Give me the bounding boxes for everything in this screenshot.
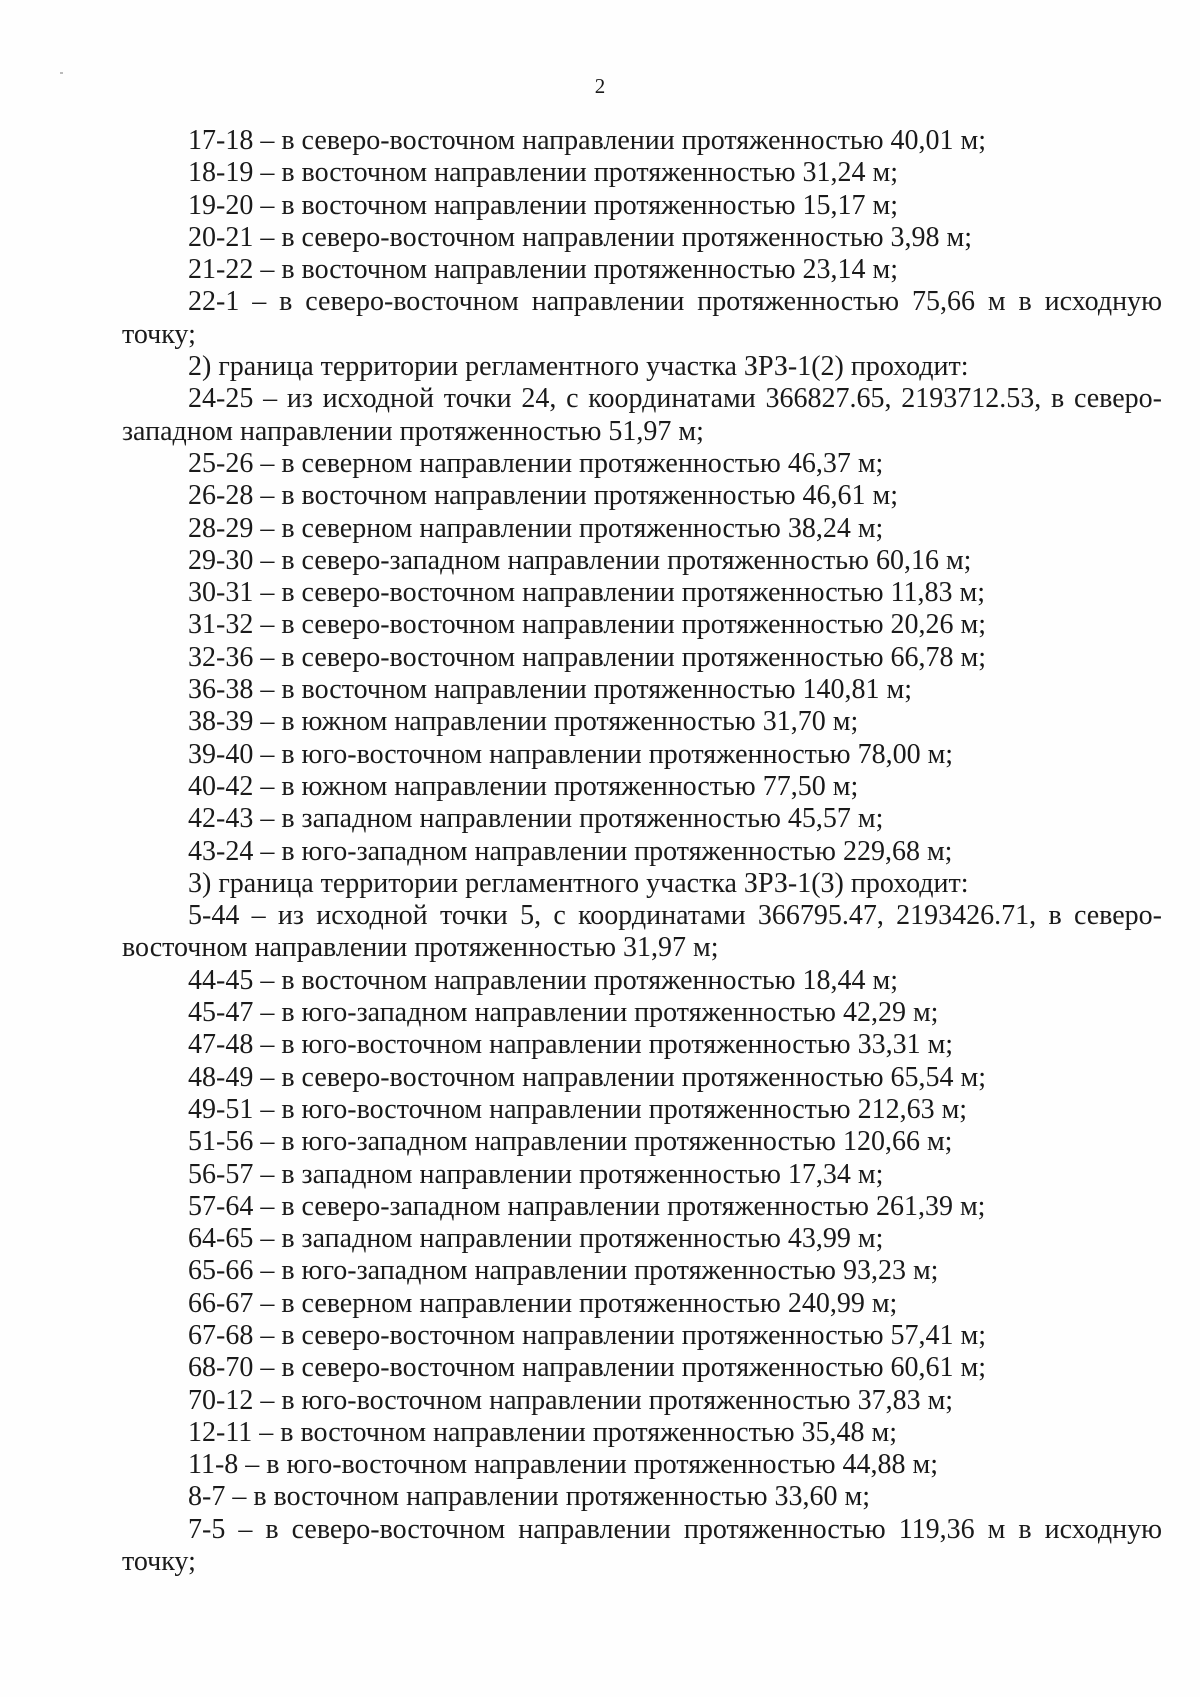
- segment-line: 8-7 – в восточном направлении протяженностью 33,60 м;: [188, 1481, 871, 1513]
- segment-line: 20-21 – в северо-восточном направлении протяженностью 3,98 м;: [188, 221, 973, 253]
- page-number: 2: [594, 74, 606, 98]
- segment-paragraph-24-25: 24-25 – из исходной точки 24, с координатами 366827.65, 2193712.53, в северо-западном направлении протяженностью 51,97 м;: [122, 383, 1162, 447]
- segment-line: 45-47 – в юго-западном направлении протяженностью 42,29 м;: [188, 997, 939, 1029]
- segment-line: 48-49 – в северо-восточном направлении протяженностью 65,54 м;: [188, 1061, 987, 1093]
- segment-line: 64-65 – в западном направлении протяженностью 43,99 м;: [188, 1223, 884, 1255]
- segment-line: 19-20 – в восточном направлении протяженностью 15,17 м;: [188, 189, 899, 221]
- segment-line: 44-45 – в восточном направлении протяженностью 18,44 м;: [188, 964, 899, 996]
- segment-line: 21-22 – в восточном направлении протяженностью 23,14 м;: [188, 254, 899, 286]
- segment-line: 29-30 – в северо-западном направлении протяженностью 60,16 м;: [188, 544, 972, 576]
- segment-line: 31-32 – в северо-восточном направлении протяженностью 20,26 м;: [188, 609, 987, 641]
- section-heading-2: 2) граница территории регламентного участка ЗРЗ-1(2) проходит:: [188, 351, 969, 383]
- segment-line: 49-51 – в юго-восточном направлении протяженностью 212,63 м;: [188, 1093, 968, 1125]
- segment-line: 57-64 – в северо-западном направлении протяженностью 261,39 м;: [188, 1190, 986, 1222]
- segment-line: 17-18 – в северо-восточном направлении протяженностью 40,01 м;: [188, 125, 987, 156]
- segment-line: 40-42 – в южном направлении протяженностью 77,50 м;: [188, 770, 859, 802]
- segment-line: 43-24 – в юго-западном направлении протяженностью 229,68 м;: [188, 835, 953, 867]
- segment-line: 51-56 – в юго-западном направлении протяженностью 120,66 м;: [188, 1126, 953, 1158]
- segment-paragraph-7-5: 7-5 – в северо-восточном направлении протяженностью 119,36 м в исходную точку;: [122, 1513, 1162, 1578]
- segment-line: 39-40 – в юго-восточном направлении протяженностью 78,00 м;: [188, 738, 954, 770]
- segment-line: 42-43 – в западном направлении протяженностью 45,57 м;: [188, 803, 884, 835]
- segment-line: 36-38 – в восточном направлении протяженностью 140,81 м;: [188, 674, 913, 706]
- segment-line: 68-70 – в северо-восточном направлении протяженностью 60,61 м;: [188, 1352, 987, 1384]
- segment-line: 26-28 – в восточном направлении протяженностью 46,61 м;: [188, 480, 899, 512]
- document-body: [122, 125, 1162, 1578]
- segment-paragraph-5-44: 5-44 – из исходной точки 5, с координатами 366795.47, 2193426.71, в северо-восточном направлении протяженностью 31,97 м;: [122, 900, 1162, 964]
- segment-line: 11-8 – в юго-восточном направлении протяженностью 44,88 м;: [188, 1449, 939, 1481]
- segment-line: 38-39 – в южном направлении протяженностью 31,70 м;: [188, 706, 859, 738]
- segment-line: 32-36 – в северо-восточном направлении протяженностью 66,78 м;: [188, 641, 987, 673]
- segment-line: 30-31 – в северо-восточном направлении протяженностью 11,83 м;: [188, 577, 986, 609]
- segment-line: 66-67 – в северном направлении протяженностью 240,99 м;: [188, 1287, 898, 1319]
- segment-line: 65-66 – в юго-западном направлении протяженностью 93,23 м;: [188, 1255, 939, 1287]
- segment-paragraph-22-1: 22-1 – в северо-восточном направлении протяженностью 75,66 м в исходную точку;: [122, 286, 1162, 350]
- segment-line: 47-48 – в юго-восточном направлении протяженностью 33,31 м;: [188, 1029, 954, 1061]
- segment-line: 25-26 – в северном направлении протяженностью 46,37 м;: [188, 447, 884, 479]
- segment-line: 67-68 – в северо-восточном направлении протяженностью 57,41 м;: [188, 1319, 987, 1351]
- section-heading-3: 3) граница территории регламентного участка ЗРЗ-1(3) проходит:: [188, 867, 969, 899]
- segment-line: 70-12 – в юго-восточном направлении протяженностью 37,83 м;: [188, 1384, 954, 1416]
- segment-line: 12-11 – в восточном направлении протяженностью 35,48 м;: [188, 1416, 897, 1448]
- segment-line: 18-19 – в восточном направлении протяженностью 31,24 м;: [188, 157, 899, 189]
- segment-line: 56-57 – в западном направлении протяженностью 17,34 м;: [188, 1158, 884, 1190]
- segment-line: 28-29 – в северном направлении протяженностью 38,24 м;: [188, 512, 884, 544]
